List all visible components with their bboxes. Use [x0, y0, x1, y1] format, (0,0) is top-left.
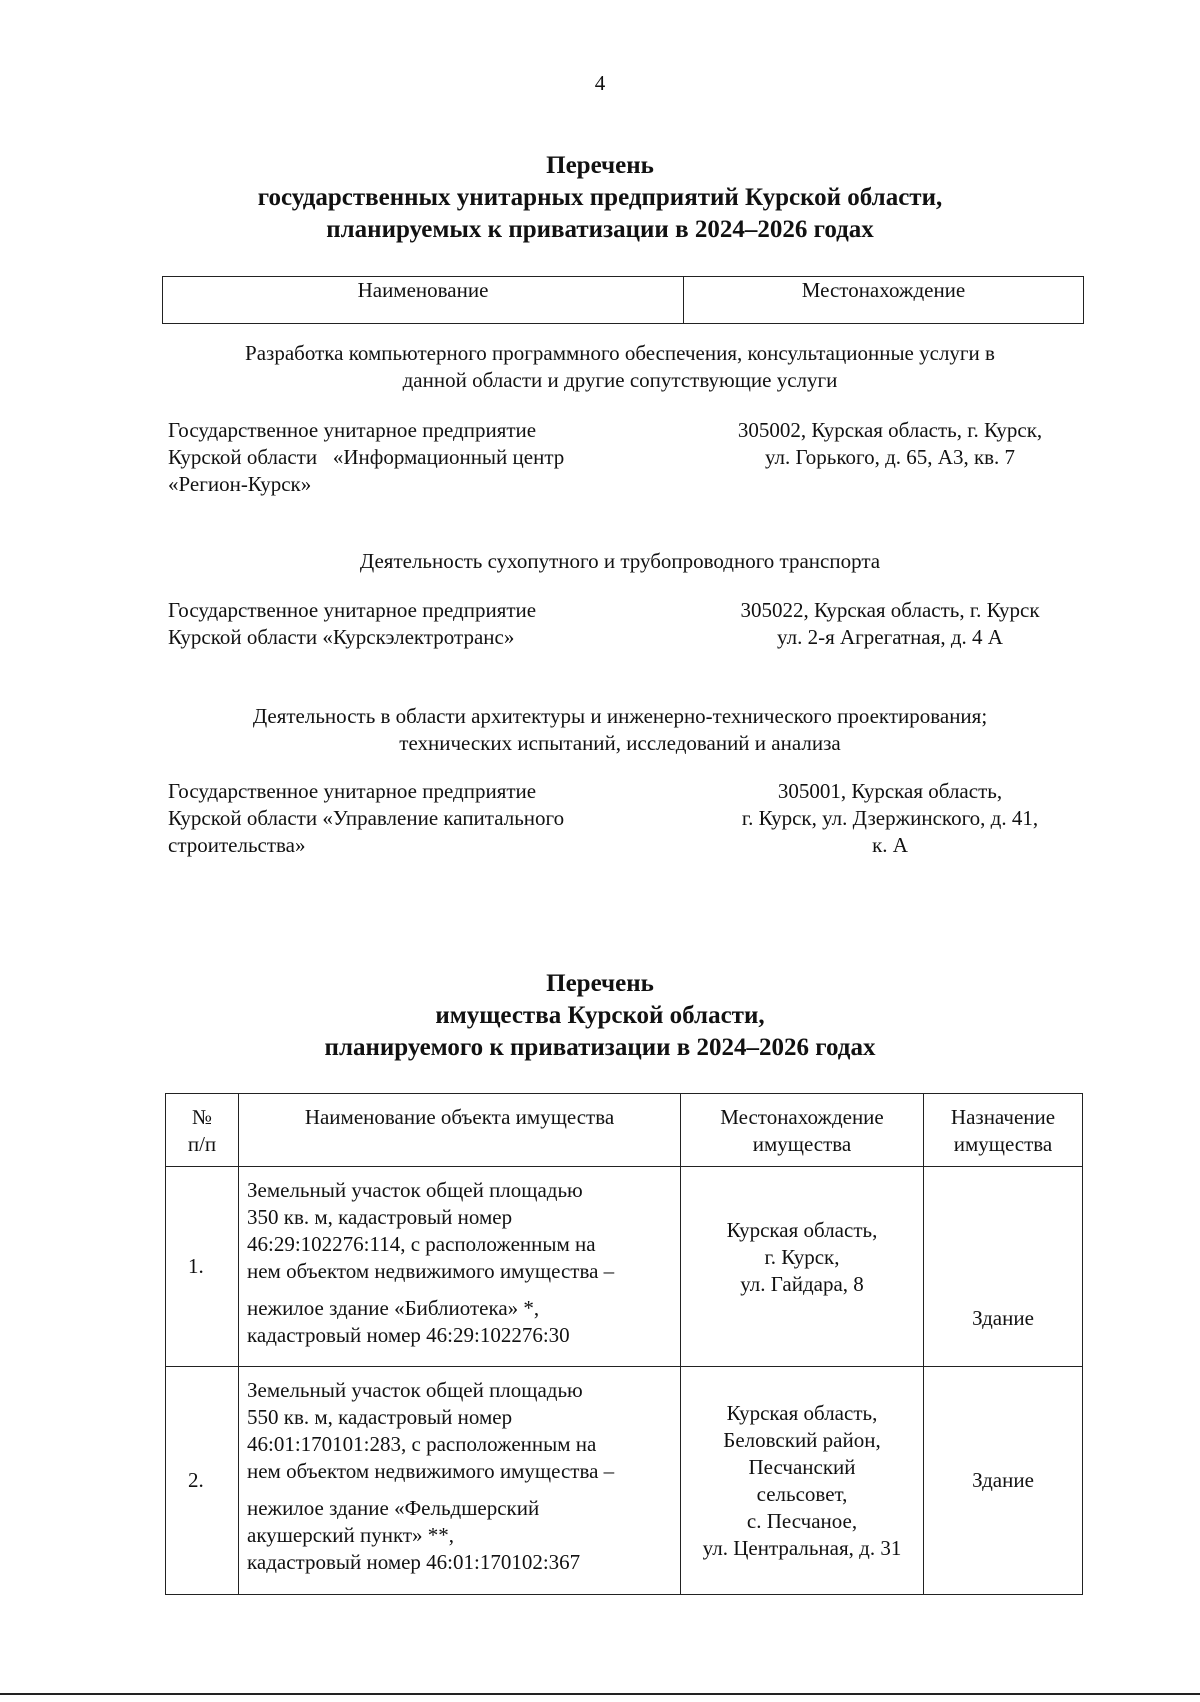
category-line: Разработка компьютерного программного обеспечения, консультационные услуги в [245, 341, 995, 365]
location-line: к. А [872, 833, 908, 857]
header-object-name [239, 1094, 681, 1167]
location-line: 305022, Курская область, г. Курск [740, 598, 1040, 622]
header-text: п/п [187, 1132, 217, 1156]
enterprise-name [168, 778, 668, 859]
category-line: Деятельность в области архитектуры и инженерно-технического проектирования; [252, 704, 988, 728]
enterprises-title [0, 150, 1200, 246]
enterprise-location [690, 778, 1090, 859]
location-line: Курская область, [726, 1400, 878, 1425]
category-line: данной области и другие сопутствующие услуги [402, 368, 838, 392]
enterprise-name-line: строительства» [168, 833, 306, 857]
object-name-line: нем объектом недвижимого имущества – [247, 1459, 615, 1483]
header-text: № [191, 1105, 213, 1129]
header-num [166, 1094, 239, 1167]
category-heading [120, 340, 1120, 394]
enterprises-title-line: государственных унитарных предприятий Курской области, [257, 184, 943, 211]
location-line: ул. Гайдара, 8 [740, 1272, 864, 1296]
category-heading [120, 703, 1120, 757]
location-line: с. Песчаное, [746, 1508, 858, 1533]
location-line: 305002, Курская область, г. Курск, [737, 418, 1043, 442]
object-location [681, 1367, 924, 1595]
enterprises-table-header [162, 276, 1084, 324]
location-line: Курская область, [726, 1218, 878, 1242]
location-line: г. Курск, ул. Дзержинского, д. 41, [741, 806, 1039, 830]
enterprise-name-line: Государственное унитарное предприятие [168, 598, 537, 622]
enterprise-location [690, 597, 1090, 651]
object-name-line: 550 кв. м, кадастровый номер [247, 1405, 513, 1429]
location-line: ул. Горького, д. 65, А3, кв. 7 [764, 445, 1016, 469]
object-purpose: Здание [924, 1167, 1083, 1367]
location-line: ул. 2-я Агрегатная, д. 4 А [777, 625, 1003, 649]
header-text: Местонахождение [720, 1105, 884, 1129]
enterprise-name-line: Курской области «Курскэлектротранс» [168, 625, 515, 649]
object-name-line: нежилое здание «Библиотека» *, [247, 1296, 540, 1320]
enterprise-name-line: Государственное унитарное предприятие [168, 418, 537, 442]
property-title [0, 968, 1200, 1064]
object-name-line: 46:01:170101:283, с расположенным на [247, 1432, 597, 1456]
object-name-line: кадастровый номер 46:01:170102:367 [247, 1550, 581, 1574]
object-name-line: нежилое здание «Фельдшерский [247, 1496, 540, 1520]
location-line: г. Курск, [764, 1245, 840, 1269]
object-name-line: 46:29:102276:114, с расположенным на [247, 1232, 596, 1256]
table-row [166, 1367, 1083, 1595]
table-row [166, 1167, 1083, 1367]
object-name [239, 1167, 681, 1367]
enterprise-name-line: Курской области «Информационный центр [168, 445, 565, 469]
location-line: 305001, Курская область, [777, 779, 1003, 803]
property-title-line: Перечень [546, 970, 654, 997]
enterprise-name-line: Государственное унитарное предприятие [168, 779, 537, 803]
header-text: имущества [953, 1132, 1053, 1156]
category-heading [120, 548, 1120, 575]
page-bottom-rule [0, 1693, 1200, 1695]
enterprises-title-line: Перечень [546, 152, 654, 179]
location-line: Песчанский [748, 1454, 856, 1479]
object-name [239, 1367, 681, 1595]
table-header-row [166, 1094, 1083, 1167]
property-title-line: имущества Курской области, [435, 1002, 765, 1029]
object-location [681, 1167, 924, 1367]
enterprise-name [168, 597, 668, 651]
object-name-line: 350 кв. м, кадастровый номер [247, 1205, 513, 1229]
object-name-line: Земельный участок общей площадью [247, 1378, 583, 1402]
header-purpose [924, 1094, 1083, 1167]
enterprise-name-line: «Регион-Курск» [168, 472, 312, 496]
header-location: Местонахождение [684, 277, 1084, 324]
location-line: Беловский район, [723, 1427, 881, 1452]
header-text: Назначение [950, 1105, 1056, 1129]
enterprise-location [690, 417, 1090, 471]
enterprises-title-line: планируемых к приватизации в 2024–2026 годах [326, 216, 874, 243]
object-name-line: Земельный участок общей площадью [247, 1178, 583, 1202]
location-line: ул. Центральная, д. 31 [702, 1535, 902, 1560]
enterprise-name [168, 417, 668, 498]
row-number: 2. [166, 1367, 239, 1595]
header-location [681, 1094, 924, 1167]
row-number: 1. [166, 1167, 239, 1367]
header-text: имущества [752, 1132, 852, 1156]
header-text: Наименование объекта имущества [304, 1105, 615, 1129]
property-table [165, 1093, 1083, 1595]
object-name-line: кадастровый номер 46:29:102276:30 [247, 1323, 570, 1347]
page-number: 4 [594, 71, 606, 95]
property-title-line: планируемого к приватизации в 2024–2026 годах [324, 1034, 876, 1061]
header-name: Наименование [163, 277, 684, 324]
category-line: технических испытаний, исследований и анализа [399, 731, 841, 755]
category-line: Деятельность сухопутного и трубопроводного транспорта [359, 549, 881, 573]
object-name-line: акушерский пункт» **, [247, 1523, 455, 1547]
enterprise-name-line: Курской области «Управление капитального [168, 806, 565, 830]
object-purpose: Здание [924, 1367, 1083, 1595]
object-name-line: нем объектом недвижимого имущества – [247, 1259, 615, 1283]
location-line: сельсовет, [756, 1481, 848, 1506]
